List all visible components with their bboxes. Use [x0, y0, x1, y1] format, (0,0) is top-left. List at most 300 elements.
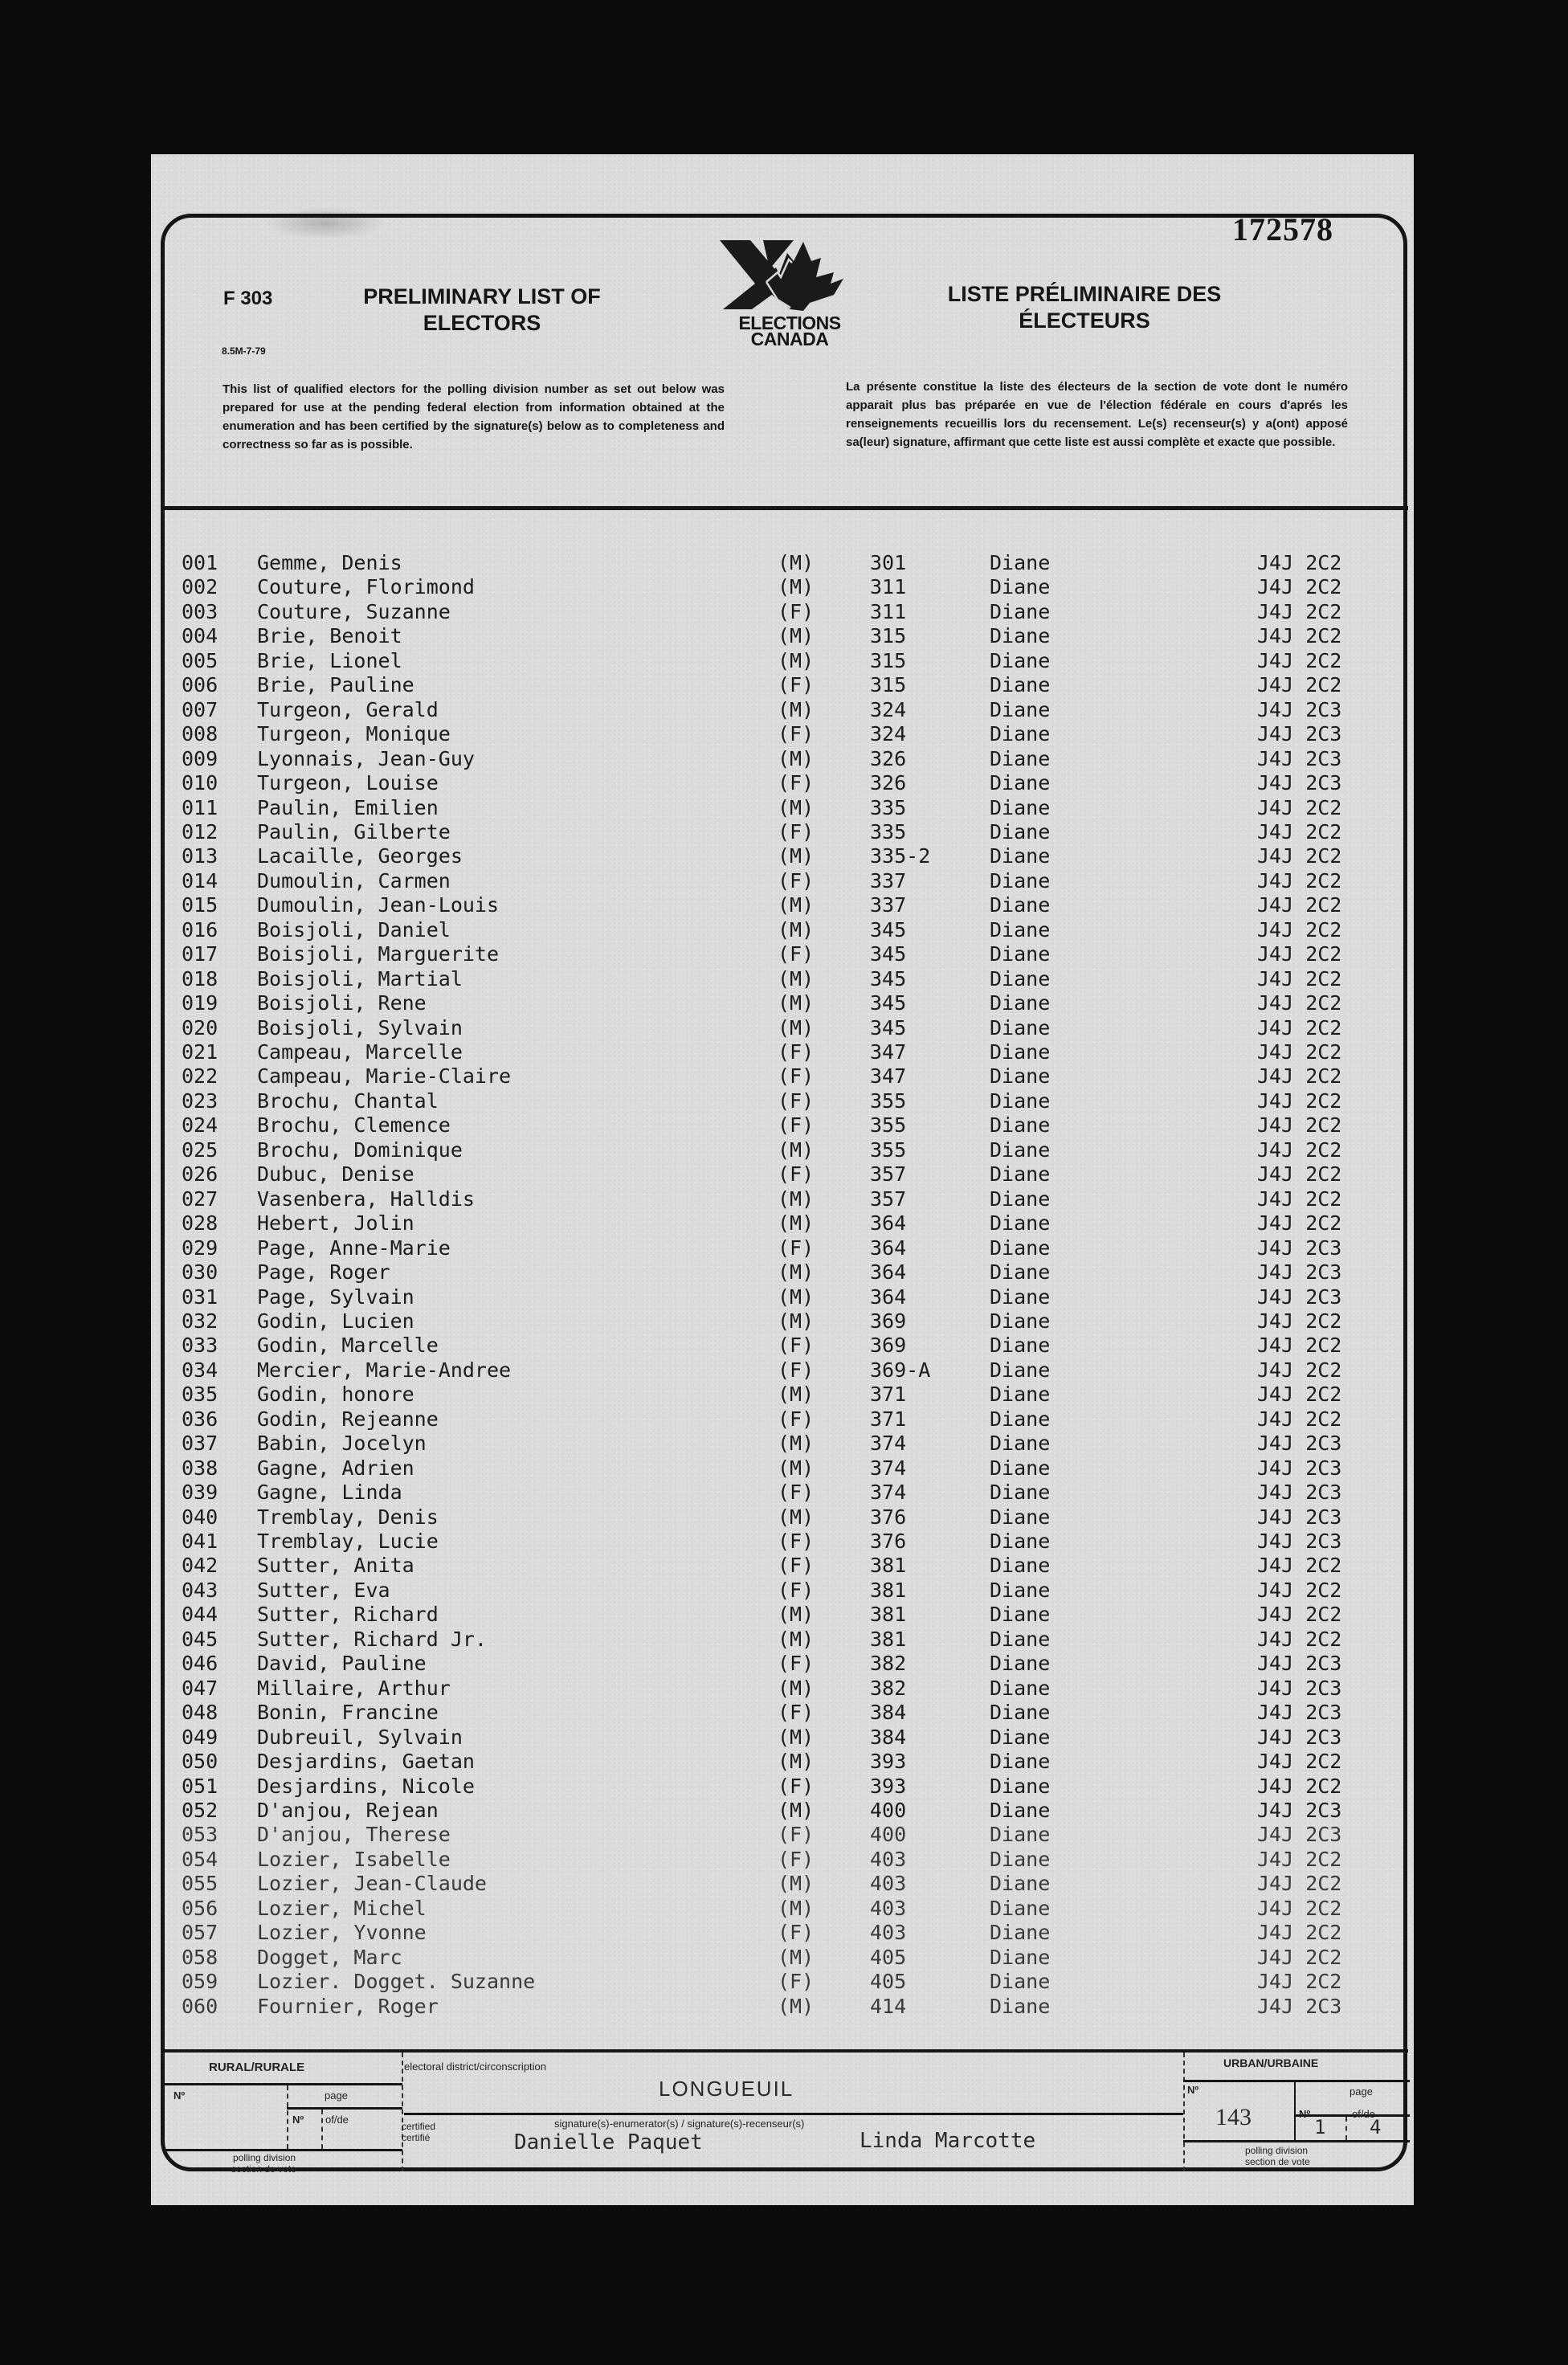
elector-address-number: 315 [870, 648, 907, 672]
urban-page-divider [1345, 2117, 1347, 2140]
title-french [924, 281, 1245, 334]
district-label: electoral district/circonscription [404, 2061, 547, 2073]
elector-street: Diane [990, 1432, 1051, 1456]
elector-address-number: 403 [870, 1921, 907, 1945]
elector-sex: (M) [778, 844, 815, 868]
elector-address-number: 364 [870, 1260, 907, 1285]
elector-row [0, 1603, 1568, 1627]
elector-address-number: 382 [870, 1652, 907, 1676]
elector-number: 025 [182, 1138, 218, 1162]
elector-name: Brie, Pauline [257, 673, 414, 697]
elector-row [0, 796, 1568, 820]
rural-page-label: page [325, 2089, 348, 2102]
elector-postal-code: J4J 2C3 [1257, 746, 1342, 770]
elector-address-number: 381 [870, 1627, 907, 1651]
elector-postal-code: J4J 2C2 [1257, 575, 1342, 599]
title-french-line-1: LISTE PRÉLIMINAIRE DES [947, 282, 1222, 306]
elector-name: Brochu, Clemence [257, 1113, 451, 1138]
urban-page-of-value: 4 [1370, 2116, 1382, 2138]
elector-street: Diane [990, 1407, 1051, 1431]
certified-label-1: certified [402, 2121, 436, 2132]
elector-postal-code: J4J 2C2 [1257, 917, 1342, 942]
elector-number: 056 [182, 1896, 218, 1920]
elector-row [0, 967, 1568, 991]
elector-postal-code: J4J 2C2 [1257, 1211, 1342, 1236]
elector-street: Diane [990, 722, 1051, 746]
elector-row [0, 1750, 1568, 1774]
urban-rule-3 [1183, 2140, 1410, 2142]
elector-postal-code: J4J 2C2 [1257, 1309, 1342, 1333]
urban-no-label: Nº [1187, 2084, 1199, 2096]
elector-sex: (M) [778, 551, 815, 574]
urban-page-no-value: 1 [1314, 2116, 1326, 2138]
elector-street: Diane [990, 1896, 1051, 1920]
elector-row [0, 1897, 1568, 1921]
elector-number: 027 [182, 1187, 218, 1211]
elector-street: Diane [990, 942, 1051, 966]
elector-name: Dogget, Marc [257, 1945, 402, 1969]
elector-number: 034 [182, 1358, 218, 1382]
elector-sex: (M) [778, 1260, 815, 1285]
elector-street: Diane [990, 1701, 1051, 1725]
elector-number: 047 [182, 1676, 218, 1700]
elector-address-number: 369 [870, 1309, 907, 1333]
title-english-line-1: PRELIMINARY LIST OF [363, 284, 601, 308]
elector-postal-code: J4J 2C3 [1257, 1823, 1342, 1847]
elector-address-number: 384 [870, 1701, 907, 1725]
elector-street: Diane [990, 1578, 1051, 1602]
elector-address-number: 335 [870, 819, 907, 843]
urban-page-no-label: Nº [1299, 2108, 1311, 2120]
elector-sex: (M) [778, 1187, 815, 1211]
elector-address-number: 335-2 [870, 844, 931, 868]
elector-postal-code: J4J 2C3 [1257, 1505, 1342, 1529]
elector-name: Gemme, Denis [257, 551, 402, 574]
elector-name: Boisjoli, Sylvain [257, 1015, 463, 1040]
elector-postal-code: J4J 2C2 [1257, 1015, 1342, 1040]
footer-top-rule [163, 2049, 1408, 2053]
elector-postal-code: J4J 2C2 [1257, 551, 1342, 574]
elector-row [0, 820, 1568, 844]
elector-number: 038 [182, 1456, 218, 1480]
elector-address-number: 376 [870, 1505, 907, 1529]
elector-address-number: 324 [870, 722, 907, 746]
elector-postal-code: J4J 2C2 [1257, 1896, 1342, 1920]
elector-sex: (M) [778, 1994, 815, 2018]
elector-number: 014 [182, 868, 218, 892]
elector-postal-code: J4J 2C2 [1257, 1407, 1342, 1431]
elector-number: 021 [182, 1040, 218, 1064]
elector-name: Babin, Jocelyn [257, 1432, 427, 1456]
elector-sex: (M) [778, 1432, 815, 1456]
elector-address-number: 371 [870, 1407, 907, 1431]
elector-name: Brie, Lionel [257, 648, 402, 672]
elector-postal-code: J4J 2C2 [1257, 1554, 1342, 1578]
elector-street: Diane [990, 1554, 1051, 1578]
elector-number: 023 [182, 1089, 218, 1113]
elector-street: Diane [990, 991, 1051, 1015]
elector-number: 057 [182, 1921, 218, 1945]
elector-number: 026 [182, 1162, 218, 1187]
elector-sex: (F) [778, 942, 815, 966]
elector-postal-code: J4J 2C2 [1257, 1750, 1342, 1774]
elector-postal-code: J4J 2C2 [1257, 1847, 1342, 1871]
rural-box-divider [402, 2053, 403, 2171]
elector-address-number: 382 [870, 1676, 907, 1700]
elector-name: Lyonnais, Jean-Guy [257, 746, 475, 770]
elector-row [0, 1407, 1568, 1432]
elector-name: Lozier, Isabelle [257, 1847, 451, 1871]
elector-postal-code: J4J 2C2 [1257, 599, 1342, 623]
elector-row [0, 1872, 1568, 1896]
elector-address-number: 355 [870, 1089, 907, 1113]
elector-postal-code: J4J 2C2 [1257, 1774, 1342, 1798]
elector-sex: (F) [778, 1334, 815, 1358]
elector-address-number: 381 [870, 1554, 907, 1578]
elector-sex: (F) [778, 1652, 815, 1676]
elector-address-number: 326 [870, 746, 907, 770]
elector-address-number: 371 [870, 1383, 907, 1407]
elector-number: 037 [182, 1432, 218, 1456]
elector-postal-code: J4J 2C3 [1257, 1432, 1342, 1456]
elector-sex: (F) [778, 1847, 815, 1871]
elector-number: 042 [182, 1554, 218, 1578]
elector-address-number: 400 [870, 1823, 907, 1847]
elector-row [0, 551, 1568, 575]
elector-street: Diane [990, 1260, 1051, 1285]
elector-name: Brochu, Dominique [257, 1138, 463, 1162]
elector-sex: (M) [778, 1383, 815, 1407]
elector-postal-code: J4J 2C2 [1257, 819, 1342, 843]
elector-postal-code: J4J 2C2 [1257, 1334, 1342, 1358]
elector-sex: (M) [778, 1456, 815, 1480]
elector-address-number: 405 [870, 1945, 907, 1969]
elector-address-number: 403 [870, 1872, 907, 1896]
elector-street: Diane [990, 844, 1051, 868]
elector-street: Diane [990, 1872, 1051, 1896]
elector-sex: (M) [778, 991, 815, 1015]
elector-row [0, 1138, 1568, 1162]
elector-row [0, 1677, 1568, 1701]
elector-number: 036 [182, 1407, 218, 1431]
elector-number: 043 [182, 1578, 218, 1602]
elector-row [0, 1260, 1568, 1285]
elector-street: Diane [990, 893, 1051, 917]
elector-street: Diane [990, 795, 1051, 819]
elector-postal-code: J4J 2C3 [1257, 771, 1342, 795]
elector-name: Gagne, Adrien [257, 1456, 414, 1480]
elector-sex: (M) [778, 697, 815, 721]
elector-row [0, 575, 1568, 599]
elector-row [0, 1554, 1568, 1578]
elector-number: 020 [182, 1015, 218, 1040]
elector-sex: (F) [778, 1358, 815, 1382]
urban-no-divider [1294, 2082, 1296, 2140]
elector-row [0, 624, 1568, 648]
urban-polling-label-2: section de vote [1245, 2156, 1310, 2167]
elector-address-number: 315 [870, 624, 907, 648]
elections-canada-logo [713, 237, 866, 357]
elector-address-number: 324 [870, 697, 907, 721]
elector-postal-code: J4J 2C3 [1257, 697, 1342, 721]
elector-postal-code: J4J 2C3 [1257, 1236, 1342, 1260]
elector-street: Diane [990, 1456, 1051, 1480]
elector-sex: (F) [778, 1921, 815, 1945]
elector-postal-code: J4J 2C2 [1257, 648, 1342, 672]
rural-page-of-label: of/de [325, 2114, 349, 2126]
urban-no-value: 143 [1215, 2104, 1252, 2130]
elector-number: 004 [182, 624, 218, 648]
elector-name: Fournier, Roger [257, 1994, 439, 2018]
elector-row [0, 1113, 1568, 1138]
elector-sex: (F) [778, 1823, 815, 1847]
elector-row [0, 1701, 1568, 1725]
elector-sex: (M) [778, 575, 815, 599]
elector-sex: (M) [778, 795, 815, 819]
elector-address-number: 347 [870, 1064, 907, 1089]
elector-number: 058 [182, 1945, 218, 1969]
elector-name: Couture, Florimond [257, 575, 475, 599]
elector-number: 009 [182, 746, 218, 770]
elector-street: Diane [990, 1040, 1051, 1064]
elector-postal-code: J4J 2C2 [1257, 1064, 1342, 1089]
elector-sex: (F) [778, 1089, 815, 1113]
logo-text-canada: CANADA [750, 329, 829, 349]
elector-address-number: 403 [870, 1847, 907, 1871]
elector-sex: (F) [778, 1774, 815, 1798]
elector-name: Lozier, Michel [257, 1896, 427, 1920]
elector-address-number: 374 [870, 1481, 907, 1505]
signatures-label: signature(s)-enumerator(s) / signature(s)-recenseur(s) [554, 2118, 805, 2130]
elector-name: D'anjou, Rejean [257, 1798, 439, 1822]
elector-street: Diane [990, 1627, 1051, 1651]
elector-sex: (M) [778, 1285, 815, 1309]
elector-number: 013 [182, 844, 218, 868]
elector-sex: (F) [778, 673, 815, 697]
elector-row [0, 1579, 1568, 1603]
elector-row [0, 1383, 1568, 1407]
elector-number: 044 [182, 1603, 218, 1627]
elector-number: 006 [182, 673, 218, 697]
elector-row [0, 1040, 1568, 1064]
elector-name: Vasenbera, Halldis [257, 1187, 475, 1211]
elector-row [0, 1309, 1568, 1334]
elector-row [0, 1946, 1568, 1970]
rural-no-label: Nº [174, 2089, 186, 2102]
elector-number: 019 [182, 991, 218, 1015]
urban-page-of-label: of/de [1352, 2108, 1375, 2120]
elector-row [0, 942, 1568, 966]
elector-sex: (F) [778, 1236, 815, 1260]
elector-name: Godin, Marcelle [257, 1334, 439, 1358]
elector-street: Diane [990, 1211, 1051, 1236]
elector-address-number: 301 [870, 551, 907, 574]
elector-postal-code: J4J 2C3 [1257, 1798, 1342, 1822]
elector-row [0, 722, 1568, 746]
elector-address-number: 357 [870, 1162, 907, 1187]
elector-row [0, 1823, 1568, 1847]
elector-number: 016 [182, 917, 218, 942]
elector-name: Turgeon, Louise [257, 771, 439, 795]
elector-number: 041 [182, 1530, 218, 1553]
elector-address-number: 337 [870, 868, 907, 892]
elector-sex: (F) [778, 1481, 815, 1505]
elector-street: Diane [990, 819, 1051, 843]
elector-sex: (M) [778, 1725, 815, 1749]
elector-postal-code: J4J 2C3 [1257, 1530, 1342, 1553]
elector-name: Boisjoli, Daniel [257, 917, 451, 942]
elector-address-number: 326 [870, 771, 907, 795]
elector-name: Sutter, Richard [257, 1603, 439, 1627]
elector-postal-code: J4J 2C2 [1257, 1627, 1342, 1651]
elector-street: Diane [990, 1285, 1051, 1309]
elector-number: 024 [182, 1113, 218, 1138]
elector-street: Diane [990, 697, 1051, 721]
elector-street: Diane [990, 1798, 1051, 1822]
elector-row [0, 771, 1568, 795]
elector-address-number: 405 [870, 1970, 907, 1994]
elector-sex: (M) [778, 1603, 815, 1627]
elector-number: 031 [182, 1285, 218, 1309]
elector-name: Lozier, Jean-Claude [257, 1872, 487, 1896]
elector-sex: (M) [778, 917, 815, 942]
elector-postal-code: J4J 2C2 [1257, 1113, 1342, 1138]
elector-postal-code: J4J 2C2 [1257, 868, 1342, 892]
elector-address-number: 345 [870, 942, 907, 966]
elector-street: Diane [990, 1138, 1051, 1162]
elector-name: Millaire, Arthur [257, 1676, 451, 1700]
rural-rule-1 [163, 2083, 402, 2085]
rural-label: RURAL/RURALE [209, 2061, 305, 2074]
maple-leaf-x-icon [713, 237, 866, 317]
elector-sex: (M) [778, 1309, 815, 1333]
elector-street: Diane [990, 1921, 1051, 1945]
elector-row [0, 1652, 1568, 1676]
elector-number: 045 [182, 1627, 218, 1651]
elector-row [0, 1064, 1568, 1089]
elector-postal-code: J4J 2C2 [1257, 1138, 1342, 1162]
elector-street: Diane [990, 1481, 1051, 1505]
elector-address-number: 335 [870, 795, 907, 819]
elector-street: Diane [990, 1970, 1051, 1994]
elector-name: Lacaille, Georges [257, 844, 463, 868]
elector-name: Dubuc, Denise [257, 1162, 414, 1187]
elector-name: Desjardins, Nicole [257, 1774, 475, 1798]
elector-postal-code: J4J 2C2 [1257, 1187, 1342, 1211]
elector-name: Bonin, Francine [257, 1701, 439, 1725]
elector-number: 028 [182, 1211, 218, 1236]
elector-name: Godin, Rejeanne [257, 1407, 439, 1431]
rural-polling-label-1: polling division [233, 2152, 296, 2163]
title-french-line-2: ÉLECTEURS [1019, 308, 1150, 333]
elector-address-number: 337 [870, 893, 907, 917]
elector-street: Diane [990, 917, 1051, 942]
elector-address-number: 384 [870, 1725, 907, 1749]
elector-street: Diane [990, 1823, 1051, 1847]
elector-number: 054 [182, 1847, 218, 1871]
elector-postal-code: J4J 2C3 [1257, 1652, 1342, 1676]
elector-number: 010 [182, 771, 218, 795]
elector-street: Diane [990, 1383, 1051, 1407]
elector-row [0, 1236, 1568, 1260]
elector-street: Diane [990, 1676, 1051, 1700]
elector-number: 049 [182, 1725, 218, 1749]
elector-name: Brochu, Chantal [257, 1089, 439, 1113]
elector-name: Page, Anne-Marie [257, 1236, 451, 1260]
elector-number: 002 [182, 575, 218, 599]
elector-postal-code: J4J 2C2 [1257, 1040, 1342, 1064]
elector-postal-code: J4J 2C2 [1257, 966, 1342, 991]
elector-postal-code: J4J 2C3 [1257, 1676, 1342, 1700]
urban-polling-label-1: polling division [1245, 2145, 1309, 2156]
elector-sex: (F) [778, 1701, 815, 1725]
elector-row [0, 918, 1568, 942]
elector-address-number: 374 [870, 1432, 907, 1456]
elector-address-number: 381 [870, 1578, 907, 1602]
elector-sex: (M) [778, 648, 815, 672]
elector-postal-code: J4J 2C2 [1257, 1945, 1342, 1969]
elector-address-number: 311 [870, 599, 907, 623]
elector-name: Page, Roger [257, 1260, 390, 1285]
elector-row [0, 1921, 1568, 1945]
elector-address-number: 376 [870, 1530, 907, 1553]
urban-box-divider [1183, 2053, 1185, 2171]
elector-street: Diane [990, 673, 1051, 697]
elector-address-number: 393 [870, 1750, 907, 1774]
elector-postal-code: J4J 2C2 [1257, 1970, 1342, 1994]
elector-address-number: 393 [870, 1774, 907, 1798]
elector-number: 017 [182, 942, 218, 966]
elector-street: Diane [990, 1603, 1051, 1627]
elector-number: 030 [182, 1260, 218, 1285]
elector-number: 059 [182, 1970, 218, 1994]
elector-address-number: 369 [870, 1334, 907, 1358]
elector-street: Diane [990, 1530, 1051, 1553]
elector-street: Diane [990, 1750, 1051, 1774]
elector-number: 005 [182, 648, 218, 672]
elector-sex: (M) [778, 1505, 815, 1529]
elector-address-number: 374 [870, 1456, 907, 1480]
elector-row [0, 1970, 1568, 1994]
elector-name: Godin, honore [257, 1383, 414, 1407]
elector-row [0, 1481, 1568, 1505]
elector-name: Turgeon, Monique [257, 722, 451, 746]
elector-row [0, 1530, 1568, 1554]
elector-number: 060 [182, 1994, 218, 2018]
form-print-code: 8.5M-7-79 [222, 345, 266, 357]
elector-sex: (M) [778, 624, 815, 648]
elector-street: Diane [990, 868, 1051, 892]
elector-number: 029 [182, 1236, 218, 1260]
elector-name: Dumoulin, Carmen [257, 868, 451, 892]
elector-number: 040 [182, 1505, 218, 1529]
elector-row [0, 1162, 1568, 1187]
elector-sex: (F) [778, 599, 815, 623]
elector-postal-code: J4J 2C3 [1257, 1994, 1342, 2018]
elector-name: Lozier. Dogget. Suzanne [257, 1970, 536, 1994]
elector-number: 011 [182, 795, 218, 819]
elector-number: 048 [182, 1701, 218, 1725]
elector-address-number: 345 [870, 917, 907, 942]
intro-french: La présente constitue la liste des électeurs de la section de vote dont le numéro apparait plus bas préparée en vue de l'élection fédérale en cours d'aprés les renseignements recueillis lors du recensement. Le(s) recenseur(s) y a(ont) apposé sa(leur) signature, affirmant que cette liste est aussi complète et exacte que possible. [846, 380, 1348, 449]
elector-name: Page, Sylvain [257, 1285, 414, 1309]
elector-number: 046 [182, 1652, 218, 1676]
elector-street: Diane [990, 1774, 1051, 1798]
elector-address-number: 357 [870, 1187, 907, 1211]
elector-name: Mercier, Marie-Andree [257, 1358, 512, 1382]
elector-street: Diane [990, 599, 1051, 623]
elector-number: 015 [182, 893, 218, 917]
